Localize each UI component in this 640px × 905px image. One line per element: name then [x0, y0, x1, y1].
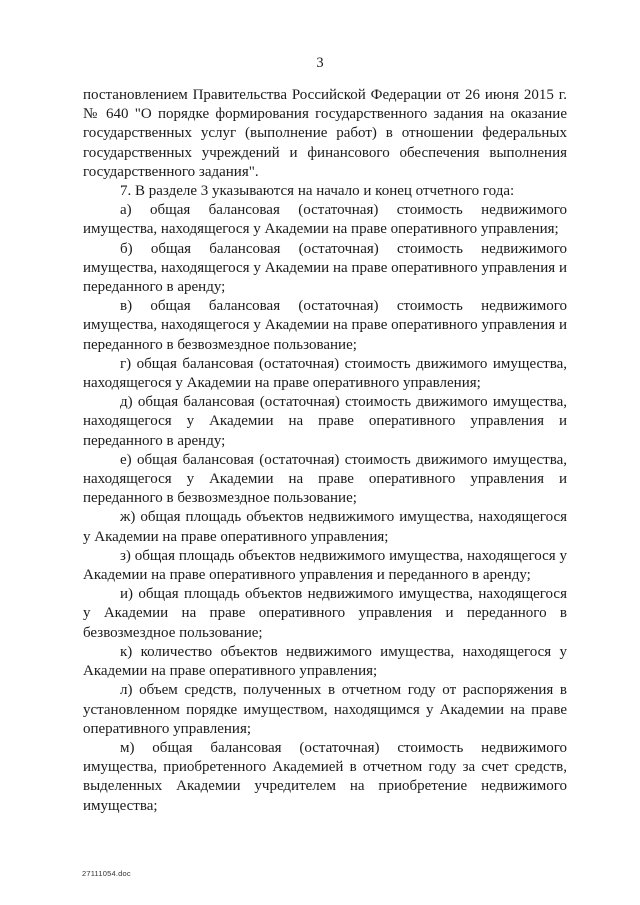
footer-filename: 27111054.doc [82, 869, 131, 878]
paragraph-subitem-zh: ж) общая площадь объектов недвижимого имущества, находящегося у Академии на праве оперативного управления; [83, 509, 567, 545]
paragraph-subitem-d: д) общая балансовая (остаточная) стоимость движимого имущества, находящегося у Академии на праве оперативного управления и переданного в аренду; [83, 394, 567, 449]
paragraph-subitem-i: и) общая площадь объектов недвижимого имущества, находящегося у Академии на праве оперативного управления и переданного в безвозмездное пользование; [83, 586, 567, 641]
page-number: 3 [316, 55, 324, 71]
document-body [83, 86, 567, 816]
paragraph-subitem-b: б) общая балансовая (остаточная) стоимость недвижимого имущества, находящегося у Академии на праве оперативного управления и переданного в аренду; [83, 240, 567, 296]
paragraph-intro: постановлением Правительства Российской Федерации от 26 июня 2015 г. № 640 "О порядке формирования государственного задания на оказание государственных услуг (выполнение работ) в отношении федеральных государственных учреждений и финансового обеспечения выполнения государственного задания". [83, 87, 567, 180]
paragraph-subitem-a: а) общая балансовая (остаточная) стоимость недвижимого имущества, находящегося у Академии на праве оперативного управления; [83, 202, 567, 238]
paragraph-subitem-k: к) количество объектов недвижимого имущества, находящегося у Академии на праве оперативного управления; [83, 643, 567, 680]
paragraph-item-7: 7. В разделе 3 указываются на начало и конец отчетного года: [120, 183, 515, 200]
paragraph-subitem-g: г) общая балансовая (остаточная) стоимость движимого имущества, находящегося у Академии на праве оперативного управления; [83, 355, 567, 392]
paragraph-subitem-e: е) общая балансовая (остаточная) стоимость движимого имущества, находящегося у Академии на праве оперативного управления и переданного в безвозмездное пользование; [83, 451, 567, 507]
paragraph-subitem-l: л) объем средств, полученных в отчетном году от распоряжения в установленном порядке имуществом, находящимся у Академии на праве оперативного управления; [83, 682, 567, 737]
paragraph-subitem-z: з) общая площадь объектов недвижимого имущества, находящегося у Академии на праве оперативного управления и переданного в аренду; [83, 547, 567, 584]
paragraph-subitem-v: в) общая балансовая (остаточная) стоимость недвижимого имущества, находящегося у Академии на праве оперативного управления и переданного в безвозмездное пользование; [83, 298, 567, 353]
paragraph-subitem-m: м) общая балансовая (остаточная) стоимость недвижимого имущества, приобретенного Академией в отчетном году за счет средств, выделенных Академии учредителем на приобретение недвижимого имущества; [83, 739, 567, 814]
